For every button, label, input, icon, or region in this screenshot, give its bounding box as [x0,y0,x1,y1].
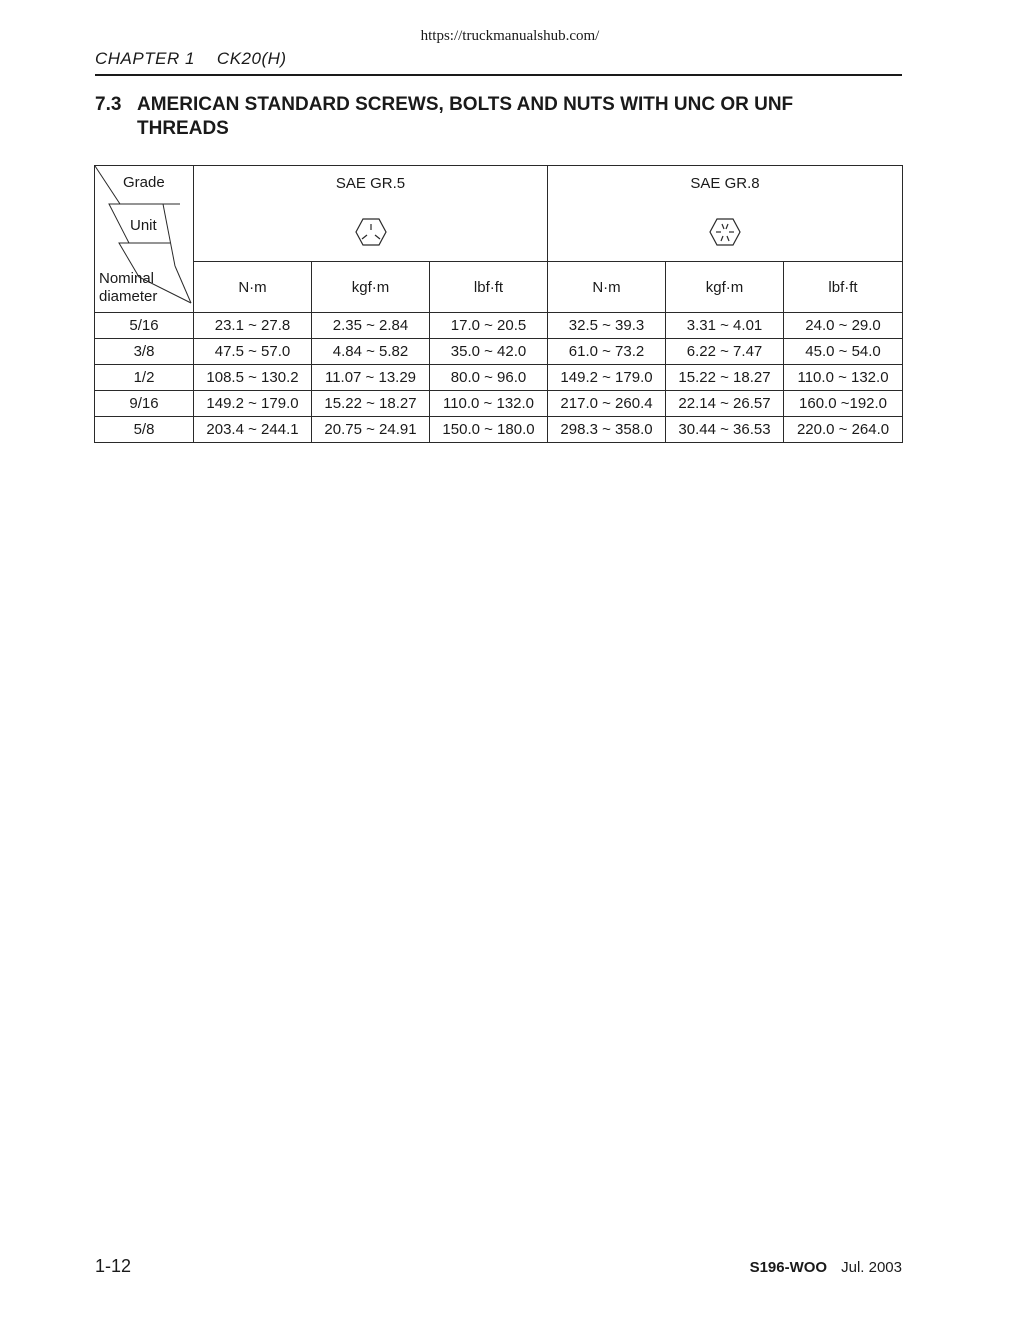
torque-cell: 3.31 ~ 4.01 [666,313,784,339]
torque-cell: 4.84 ~ 5.82 [312,339,430,365]
hex-3-mark-icon [355,216,387,248]
torque-cell: 17.0 ~ 20.5 [430,313,548,339]
section-title-line2: THREADS [137,118,229,139]
section-title-line1: AMERICAN STANDARD SCREWS, BOLTS AND NUTS WITH UNC OR UNF [137,94,794,115]
unit-header-cell: N·m [548,262,666,313]
torque-cell: 217.0 ~ 260.4 [548,391,666,417]
unit-header-row [95,262,903,313]
torque-cell: 32.5 ~ 39.3 [548,313,666,339]
model-label: CK20(H) [216,49,287,68]
unit-header-cell: kgf·m [666,262,784,313]
torque-cell: 15.22 ~ 18.27 [666,365,784,391]
grade-name: SAE GR.5 [335,175,406,192]
torque-cell: 160.0 ~192.0 [784,391,903,417]
grade-header-row [95,166,903,262]
torque-cell: 20.75 ~ 24.91 [312,417,430,443]
document-date: Jul. 2003 [841,1259,902,1276]
torque-cell: 108.5 ~ 130.2 [194,365,312,391]
torque-cell: 23.1 ~ 27.8 [194,313,312,339]
table-row [95,391,903,417]
diameter-cell: 1/2 [95,365,194,391]
torque-cell: 150.0 ~ 180.0 [430,417,548,443]
page-number: 1-12 [95,1256,132,1276]
torque-cell: 298.3 ~ 358.0 [548,417,666,443]
corner-grade-label: Grade [123,174,165,191]
torque-cell: 11.07 ~ 13.29 [312,365,430,391]
section-number: 7.3 [95,94,122,115]
grade-header-gr8 [548,166,903,262]
torque-cell: 80.0 ~ 96.0 [430,365,548,391]
torque-cell: 110.0 ~ 132.0 [430,391,548,417]
unit-header-cell: N·m [194,262,312,313]
table-row [95,365,903,391]
corner-diameter-label: diameter [99,288,158,305]
section-title [95,93,895,141]
torque-cell: 110.0 ~ 132.0 [784,365,903,391]
table-row [95,339,903,365]
torque-cell: 149.2 ~ 179.0 [548,365,666,391]
document-code: S196-WOO [749,1259,828,1276]
torque-cell: 24.0 ~ 29.0 [784,313,903,339]
torque-cell: 45.0 ~ 54.0 [784,339,903,365]
torque-cell: 22.14 ~ 26.57 [666,391,784,417]
grade-name: SAE GR.8 [690,175,760,192]
table-row [95,417,903,443]
diameter-cell: 9/16 [95,391,194,417]
torque-cell: 203.4 ~ 244.1 [194,417,312,443]
chapter-label: CHAPTER 1 [95,49,195,68]
grade-header-gr5 [194,166,548,262]
unit-header-cell: lbf·ft [430,262,548,313]
header-rule [95,74,902,76]
torque-cell: 6.22 ~ 7.47 [666,339,784,365]
torque-cell: 149.2 ~ 179.0 [194,391,312,417]
torque-table [94,165,903,443]
torque-cell: 30.44 ~ 36.53 [666,417,784,443]
torque-cell: 2.35 ~ 2.84 [312,313,430,339]
corner-unit-label: Unit [130,217,157,234]
torque-cell: 15.22 ~ 18.27 [312,391,430,417]
header-corner-cell [95,166,194,313]
corner-nominal-label: Nominal [99,270,155,287]
chapter-header [95,49,287,69]
unit-header-cell: lbf·ft [784,262,903,313]
torque-cell: 61.0 ~ 73.2 [548,339,666,365]
unit-header-cell: kgf·m [312,262,430,313]
source-url: https://truckmanualshub.com/ [420,28,600,44]
table-row [95,313,903,339]
torque-cell: 35.0 ~ 42.0 [430,339,548,365]
torque-cell: 47.5 ~ 57.0 [194,339,312,365]
diameter-cell: 5/16 [95,313,194,339]
diameter-cell: 5/8 [95,417,194,443]
document-footer [750,1259,902,1276]
diameter-cell: 3/8 [95,339,194,365]
torque-cell: 220.0 ~ 264.0 [784,417,903,443]
hex-6-mark-icon [709,216,741,248]
